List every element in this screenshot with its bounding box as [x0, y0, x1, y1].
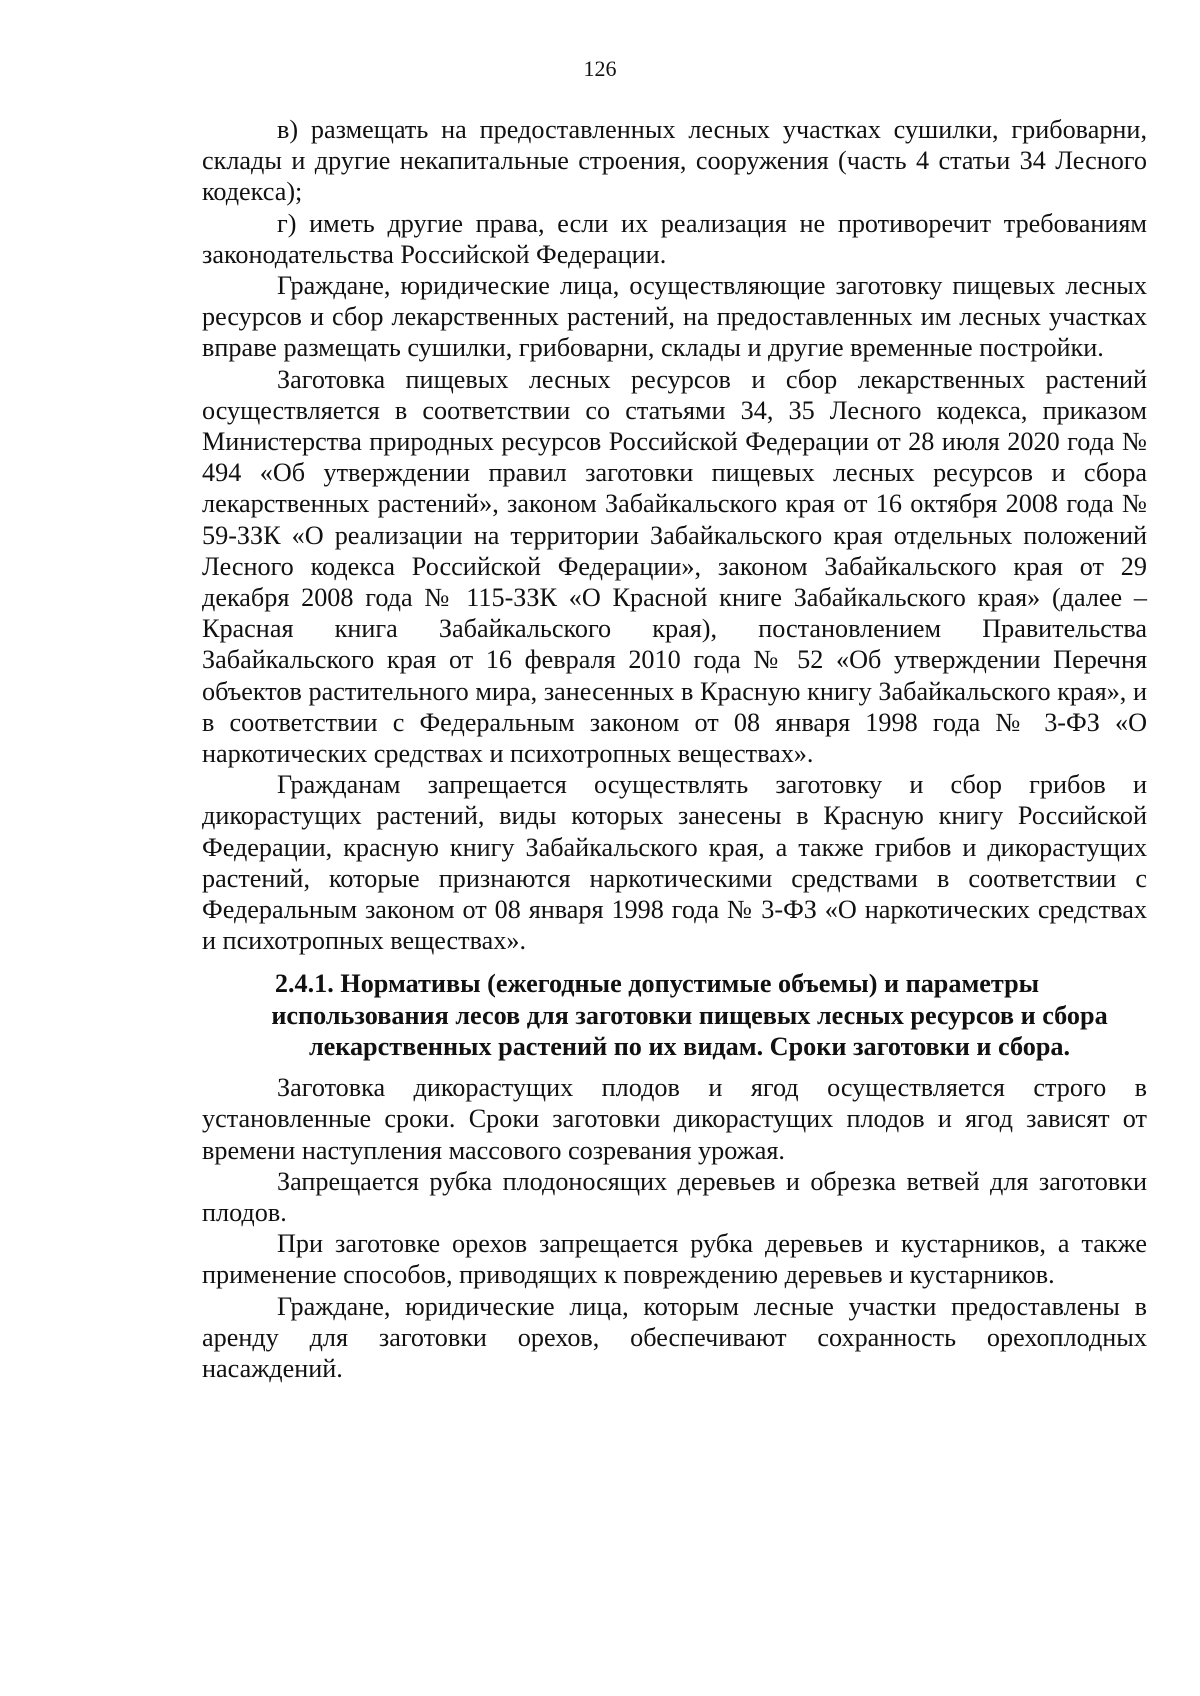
paragraph: Граждане, юридические лица, осуществляющие заготовку пищевых лесных ресурсов и сбор лекарственных растений, на предоставленных им лесных участках вправе размещать сушилки, грибоварни, склады и другие временные постройки. — [202, 271, 1147, 363]
document-body — [202, 114, 1147, 1384]
section-heading — [202, 968, 1147, 1062]
section-heading-line: использования лесов для заготовки пищевых лесных ресурсов и сбора — [271, 1000, 1108, 1030]
paragraph: Заготовка дикорастущих плодов и ягод осуществляется строго в установленные сроки. Сроки заготовки дикорастущих плодов и ягод зависят от времени наступления массового созревания урожая. — [202, 1073, 1147, 1165]
paragraph: Запрещается рубка плодоносящих деревьев и обрезка ветвей для заготовки плодов. — [202, 1166, 1147, 1227]
paragraph: в) размещать на предоставленных лесных участках сушилки, грибоварни, склады и другие некапитальные строения, сооружения (часть 4 статьи 34 Лесного кодекса); — [202, 115, 1147, 207]
section-heading-line: 2.4.1. Нормативы (ежегодные допустимые объемы) и параметры — [274, 969, 1040, 999]
paragraph: Гражданам запрещается осуществлять заготовку и сбор грибов и дикорастущих растений, виды которых занесены в Красную книгу Российской Федерации, красную книгу Забайкальского края, а также грибов и дикорастущих растений, которые признаются наркотическими средствами в соответствии с Федеральным законом от 08 января 1998 года № 3-ФЗ «О наркотических средствах и психотропных веществах». — [202, 770, 1147, 956]
page-number: 126 — [583, 56, 617, 81]
paragraph: г) иметь другие права, если их реализация не противоречит требованиям законодательства Российской Федерации. — [202, 208, 1147, 269]
paragraph: Граждане, юридические лица, которым лесные участки предоставлены в аренду для заготовки орехов, обеспечивают сохранность орехоплодных насаждений. — [202, 1291, 1147, 1383]
section-heading-line: лекарственных растений по их видам. Сроки заготовки и сбора. — [308, 1031, 1071, 1061]
paragraph: При заготовке орехов запрещается рубка деревьев и кустарников, а также применение способов, приводящих к повреждению деревьев и кустарников. — [202, 1229, 1147, 1290]
paragraph: Заготовка пищевых лесных ресурсов и сбор лекарственных растений осуществляется в соответствии со статьями 34, 35 Лесного кодекса, приказом Министерства природных ресурсов Российской Федерации от 28 июля 2020 года № 494 «Об утверждении правил заготовки пищевых лесных ресурсов и сбора лекарственных растений», законом Забайкальского края от 16 октября 2008 года № 59-ЗЗК «О реализации на территории Забайкальского края отдельных положений Лесного кодекса Российской Федерации», законом Забайкальского края от 29 декабря 2008 года № 115-ЗЗК «О Красной книге Забайкальского края» (далее – Красная книга Забайкальского края), постановлением Правительства Забайкальского края от 16 февраля 2010 года № 52 «Об утверждении Перечня объектов растительного мира, занесенных в Красную книгу Забайкальского края», и в соответствии с Федеральным законом от 08 января 1998 года № 3-ФЗ «О наркотических средствах и психотропных веществах». — [202, 364, 1147, 769]
